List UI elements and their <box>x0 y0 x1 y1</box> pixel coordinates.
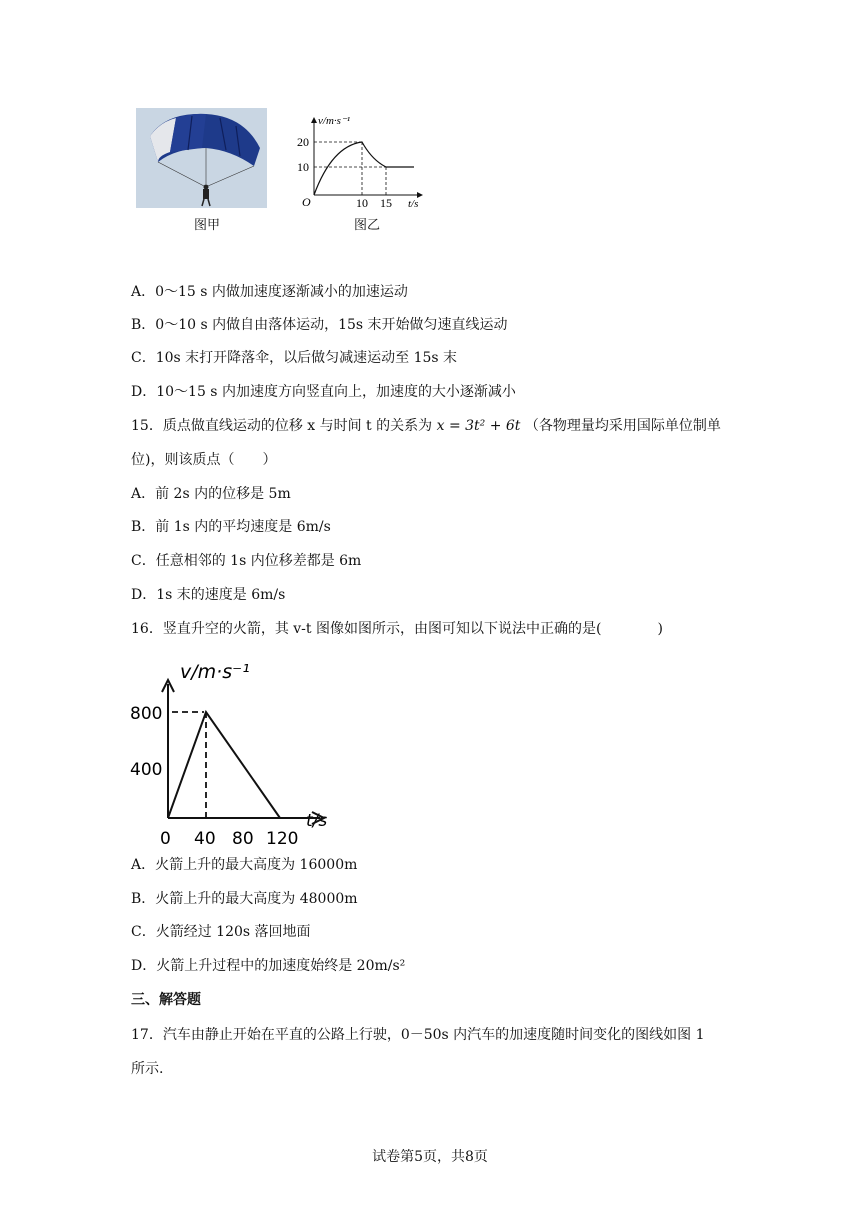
q16-option-d: D．火箭上升过程中的加速度始终是 20m/s² <box>131 958 406 974</box>
q15-stem-suffix: （各物理量均采用国际单位制单 <box>524 418 721 434</box>
q14-option-b: B．0～10 s 内做自由落体运动，15s 末开始做匀速直线运动 <box>131 317 508 333</box>
q16-stem: 16．竖直升空的火箭，其 v-t 图像如图所示，由图可知以下说法中正确的是( ) <box>131 621 663 637</box>
q14-option-c: C．10s 末打开降落伞，以后做匀减速运动至 15s 末 <box>131 350 458 366</box>
y-tick-10: 10 <box>297 160 309 174</box>
rocket-velocity-line <box>168 712 280 818</box>
q15-stem-prefix: 15．质点做直线运动的位移 x 与时间 t 的关系为 <box>131 418 433 434</box>
velocity-curve <box>314 142 414 195</box>
q15-formula: x = 3t² + 6t <box>436 418 521 434</box>
q15-stem-line1 <box>131 416 721 436</box>
x-tick-15: 15 <box>380 196 392 210</box>
parachute-photo <box>136 108 267 208</box>
rocket-x-tick-40: 40 <box>194 829 216 848</box>
q16-option-b: B．火箭上升的最大高度为 48000m <box>131 891 358 907</box>
rocket-x-tick-0: 0 <box>160 829 171 848</box>
q14-option-a: A．0～15 s 内做加速度逐渐减小的加速运动 <box>131 284 408 300</box>
q17-stem-line2: 所示. <box>131 1061 164 1077</box>
vt-graph-parachute <box>292 110 432 210</box>
q17-stem-line1: 17．汽车由静止开始在平直的公路上行驶，0－50s 内汽车的加速度随时间变化的图线如图 1 <box>131 1027 705 1043</box>
page-footer: 试卷第5页，共8页 <box>372 1149 488 1165</box>
rocket-x-axis-label: t/s <box>306 811 328 831</box>
graph-caption: 图乙 <box>354 218 381 233</box>
q16-option-a: A．火箭上升的最大高度为 16000m <box>131 857 358 873</box>
q15-option-a: A．前 2s 内的位移是 5m <box>131 486 291 502</box>
section-heading: 三、解答题 <box>131 992 201 1008</box>
rocket-x-tick-80: 80 <box>232 829 254 848</box>
q14-option-d: D．10～15 s 内加速度方向竖直向上，加速度的大小逐渐减小 <box>131 384 516 400</box>
rocket-y-tick-800: 800 <box>130 704 163 724</box>
x-axis-label: t/s <box>408 198 419 210</box>
origin-label: O <box>302 195 311 209</box>
photo-caption: 图甲 <box>194 218 221 233</box>
q15-option-b: B．前 1s 内的平均速度是 6m/s <box>131 519 331 535</box>
x-tick-10: 10 <box>356 196 368 210</box>
y-axis-label: v/m·s⁻¹ <box>318 115 351 127</box>
q15-stem-line2: 位)，则该质点（ ） <box>131 452 277 468</box>
q15-option-d: D．1s 末的速度是 6m/s <box>131 587 286 603</box>
rocket-y-tick-400: 400 <box>130 760 163 780</box>
rocket-x-tick-120: 120 <box>266 829 299 848</box>
y-tick-20: 20 <box>297 135 309 149</box>
q15-option-c: C．任意相邻的 1s 内位移差都是 6m <box>131 553 362 569</box>
vt-graph-rocket <box>128 650 328 848</box>
rocket-y-axis-label: v/m·s⁻¹ <box>180 661 250 683</box>
q16-option-c: C．火箭经过 120s 落回地面 <box>131 924 311 940</box>
